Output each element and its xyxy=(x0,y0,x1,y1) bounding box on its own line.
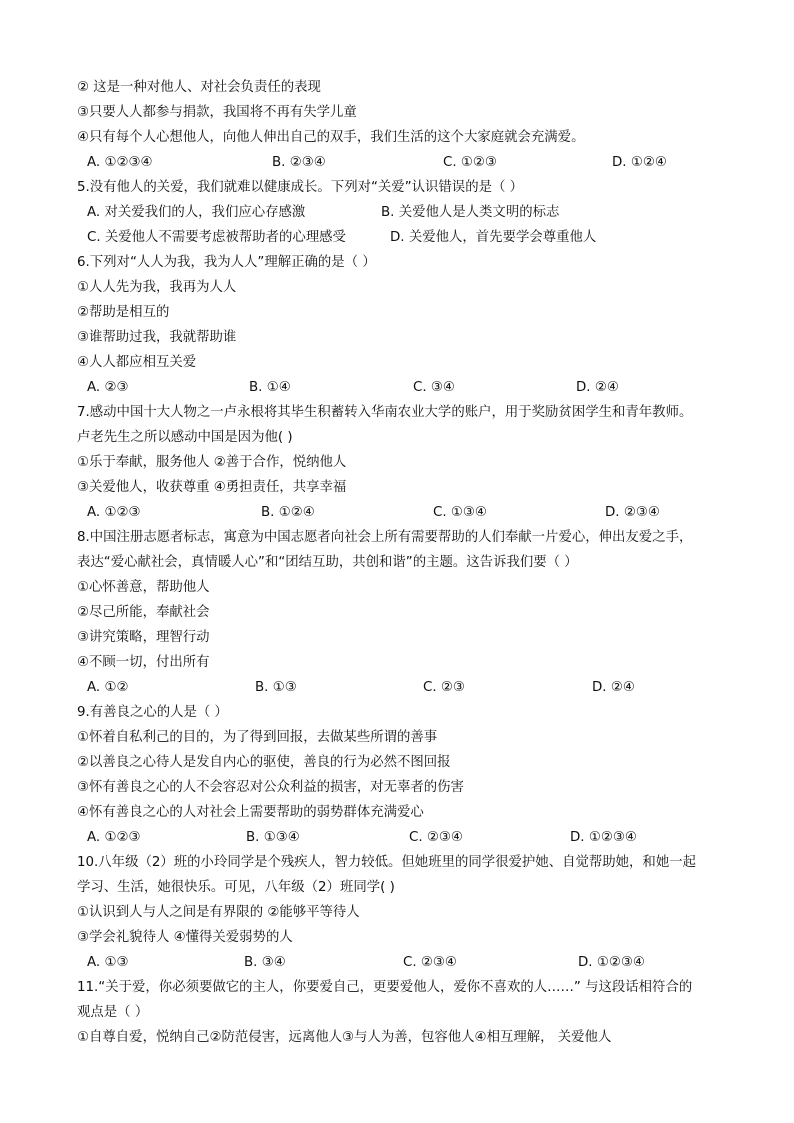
q9-item-4: ④怀有善良之心的人对社会上需要帮助的弱势群体充满爱心 xyxy=(77,805,424,820)
q10-item-row-2: ③学会礼貌待人 ④懂得关爱弱势的人 xyxy=(77,930,293,945)
q5-option-a[interactable]: A. 对关爱我们的人，我们应心存感激 xyxy=(87,205,306,220)
q11-items: ①自尊自爱，悦纳自己②防范侵害，远离他人③与人为善，包容他人④相互理解， 关爱他人 xyxy=(77,1030,612,1045)
q10-item-row-1: ①认识到人与人之间是有界限的 ②能够平等待人 xyxy=(77,905,360,920)
q6-option-b[interactable]: B. ①④ xyxy=(249,380,291,395)
q4-option-b[interactable]: B. ②③④ xyxy=(272,155,326,170)
q7-stem-line-1: 7.感动中国十大人物之一卢永根将其毕生积蓄转入华南农业大学的账户，用于奖励贫困学生和青年教师。 xyxy=(77,405,693,420)
q10-option-a[interactable]: A. ①③ xyxy=(87,955,129,970)
q4-item-2: ② 这是一种对他人、对社会负责任的表现 xyxy=(77,80,321,95)
q10-stem-line-2: 学习、生活，她很快乐。可见，八年级（2）班同学( ) xyxy=(77,880,395,895)
q4-option-c[interactable]: C. ①②③ xyxy=(443,155,497,170)
q4-option-a[interactable]: A. ①②③④ xyxy=(87,155,153,170)
q9-item-1: ①怀着自私利己的目的，为了得到回报，去做某些所谓的善事 xyxy=(77,730,438,745)
q8-item-3: ③讲究策略，理智行动 xyxy=(77,630,210,645)
q6-option-a[interactable]: A. ②③ xyxy=(87,380,129,395)
q10-option-d[interactable]: D. ①②③④ xyxy=(578,955,645,970)
q4-option-d[interactable]: D. ①②④ xyxy=(612,155,667,170)
q8-option-a[interactable]: A. ①② xyxy=(87,680,129,695)
q5-option-d[interactable]: D. 关爱他人，首先要学会尊重他人 xyxy=(390,230,597,245)
q9-stem: 9.有善良之心的人是（ ） xyxy=(77,705,228,720)
q6-item-1: ①人人先为我，我再为人人 xyxy=(77,280,237,295)
q4-item-3: ③只要人人都参与捐款，我国将不再有失学儿童 xyxy=(77,105,357,120)
q4-item-4: ④只有每个人心想他人，向他人伸出自己的双手，我们生活的这个大家庭就会充满爱。 xyxy=(77,130,585,145)
q8-item-1: ①心怀善意，帮助他人 xyxy=(77,580,210,595)
q9-item-2: ②以善良之心待人是发自内心的驱使，善良的行为必然不图回报 xyxy=(77,755,451,770)
q8-option-b[interactable]: B. ①③ xyxy=(255,680,297,695)
q9-item-3: ③怀有善良之心的人不会容忍对公众利益的损害，对无辜者的伤害 xyxy=(77,780,464,795)
q6-option-c[interactable]: C. ③④ xyxy=(413,380,455,395)
q8-item-4: ④不顾一切，付出所有 xyxy=(77,655,210,670)
q8-option-c[interactable]: C. ②③ xyxy=(423,680,465,695)
q7-stem-line-2: 卢老先生之所以感动中国是因为他( ) xyxy=(77,430,293,445)
q11-stem-line-1: 11.“关于爱，你必须要做它的主人，你要爱自己，更要爱他人，爱你不喜欢的人……” 与这段话相符合的 xyxy=(77,980,693,995)
q5-stem: 5.没有他人的关爱，我们就难以健康成长。下列对“关爱”认识错误的是（ ） xyxy=(77,180,524,195)
q7-item-row-2: ③关爱他人，收获尊重 ④勇担责任，共享幸福 xyxy=(77,480,347,495)
q6-item-2: ②帮助是相互的 xyxy=(77,305,170,320)
q10-option-b[interactable]: B. ③④ xyxy=(244,955,286,970)
q6-option-d[interactable]: D. ②④ xyxy=(576,380,619,395)
q9-option-d[interactable]: D. ①②③④ xyxy=(570,830,637,845)
q7-option-d[interactable]: D. ②③④ xyxy=(605,505,660,520)
q9-option-c[interactable]: C. ②③④ xyxy=(409,830,463,845)
q9-option-b[interactable]: B. ①③④ xyxy=(246,830,300,845)
q10-option-c[interactable]: C. ②③④ xyxy=(403,955,457,970)
q7-option-b[interactable]: B. ①②④ xyxy=(261,505,315,520)
q6-item-4: ④人人都应相互关爱 xyxy=(77,355,197,370)
q10-stem-line-1: 10.八年级（2）班的小玲同学是个残疾人，智力较低。但她班里的同学很爱护她、自觉帮助她，和她一起 xyxy=(77,855,696,870)
q5-option-b[interactable]: B. 关爱他人是人类文明的标志 xyxy=(381,205,560,220)
q7-option-a[interactable]: A. ①②③ xyxy=(87,505,141,520)
q11-stem-line-2: 观点是（ ） xyxy=(77,1005,149,1020)
q8-item-2: ②尽己所能，奉献社会 xyxy=(77,605,210,620)
q8-stem-line-1: 8.中国注册志愿者标志，寓意为中国志愿者向社会上所有需要帮助的人们奉献一片爱心，伸出友爱之手， xyxy=(77,530,693,545)
q6-stem: 6.下列对“人人为我，我为人人”理解正确的是（ ） xyxy=(77,255,376,270)
q7-option-c[interactable]: C. ①③④ xyxy=(433,505,487,520)
q5-option-c[interactable]: C. 关爱他人不需要考虑被帮助者的心理感受 xyxy=(87,230,346,245)
q8-option-d[interactable]: D. ②④ xyxy=(592,680,635,695)
q9-option-a[interactable]: A. ①②③ xyxy=(87,830,141,845)
q8-stem-line-2: 表达“爱心献社会，真情暖人心”和“团结互助，共创和谐”的主题。这告诉我们要（ ） xyxy=(77,555,578,570)
q6-item-3: ③谁帮助过我，我就帮助谁 xyxy=(77,330,237,345)
q7-item-row-1: ①乐于奉献，服务他人 ②善于合作，悦纳他人 xyxy=(77,455,347,470)
